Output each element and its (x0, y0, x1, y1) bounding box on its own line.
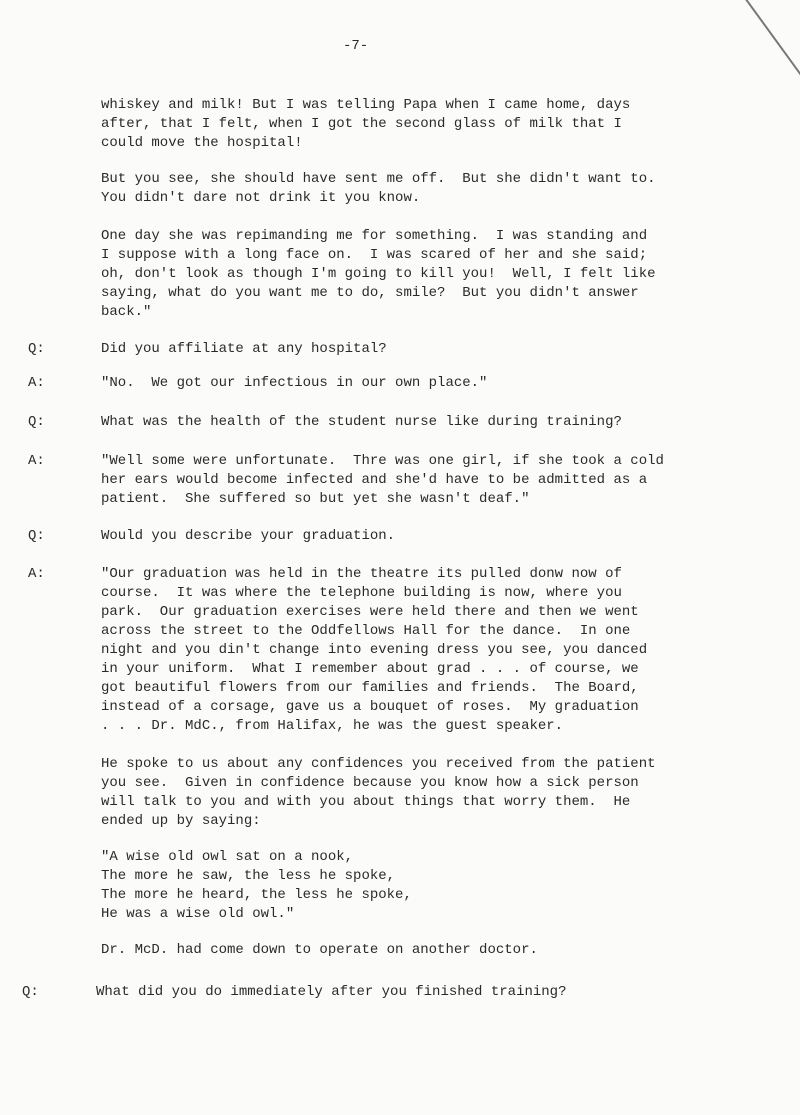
speaker-label-a: A: (28, 375, 45, 391)
speaker-label-q: Q: (28, 341, 45, 357)
speaker-label-a: A: (28, 566, 45, 582)
page-number: -7- (343, 38, 369, 54)
speaker-label-q: Q: (22, 984, 39, 1000)
speaker-label-q: Q: (28, 528, 45, 544)
answer-health: "Well some were unfortunate. Thre was one girl, if she took a cold her ears would become infected and she'd have to be admitted as a patient. She suffered so but yet she wasn't deaf." (101, 453, 664, 507)
paragraph-sent-off: But you see, she should have sent me off. But she didn't want to. You didn't dare not drink it you know. (101, 171, 656, 206)
speaker-label-a: A: (28, 453, 45, 469)
answer-affiliate: "No. We got our infectious in our own place." (101, 375, 488, 391)
question-graduation: Would you describe your graduation. (101, 528, 396, 544)
question-after-training: What did you do immediately after you finished training? (96, 984, 567, 1000)
poem-wise-old-owl: "A wise old owl sat on a nook, The more he saw, the less he spoke, The more he heard, the less he spoke, He was a wise old owl." (101, 849, 412, 922)
question-affiliate: Did you affiliate at any hospital? (101, 341, 387, 357)
paragraph-confidences: He spoke to us about any confidences you received from the patient you see. Given in confidence because you know how a sick person will talk to you and with you about things that worry them. He ended up by saying: (101, 756, 656, 829)
paragraph-operate: Dr. McD. had come down to operate on another doctor. (101, 942, 538, 958)
question-health: What was the health of the student nurse like during training? (101, 414, 622, 430)
paragraph-whiskey: whiskey and milk! But I was telling Papa when I came home, days after, that I felt, when I got the second glass of milk that I could move the hospital! (101, 97, 631, 151)
speaker-label-q: Q: (28, 414, 45, 430)
page-corner-fold-line (738, 0, 800, 83)
paragraph-reprimand: One day she was repimanding me for something. I was standing and I suppose with a long face on. I was scared of her and she said; oh, don't look as though I'm going to kill you! Well, I felt like saying, what do you want me to do, smile? But you didn't answer back." (101, 228, 656, 320)
answer-graduation: "Our graduation was held in the theatre its pulled donw now of course. It was where the telephone building is now, where you park. Our graduation exercises were held there and then we went across the street to the Oddfellows Hall for the dance. In one night and you din't change into evening dress you see, you danced in your uniform. What I remember about grad . . . of course, we got beautiful flowers from our families and friends. The Board, instead of a corsage, gave us a bouquet of roses. My graduation . . . Dr. MdC., from Halifax, he was the guest speaker. (101, 566, 648, 734)
